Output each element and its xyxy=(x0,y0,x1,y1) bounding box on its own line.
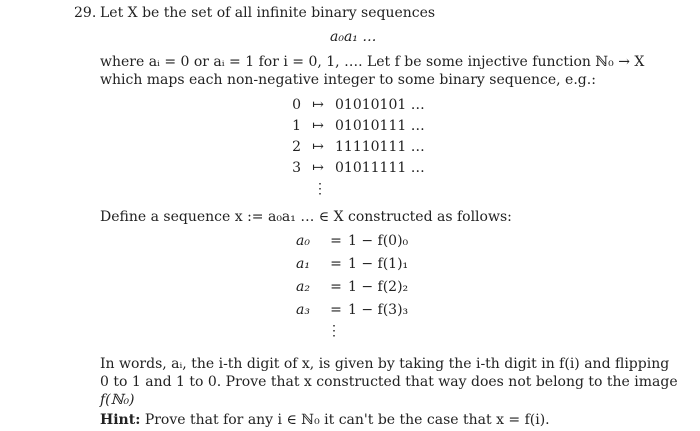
problem-number: 29. xyxy=(74,5,97,21)
mapping-sequence: 01010111 … xyxy=(335,118,425,134)
definition-rhs: 1 − f(2)₂ xyxy=(348,279,409,295)
mapping-row xyxy=(287,137,425,157)
definition-row xyxy=(296,253,408,275)
maps-to-icon: ↦ xyxy=(312,118,324,134)
equals-sign: = xyxy=(330,233,342,249)
define-line: Define a sequence x := a₀a₁ … ∈ X constructed as follows: xyxy=(100,209,512,225)
mapping-sequence: 01010101 … xyxy=(335,97,425,113)
definition-row xyxy=(296,299,408,321)
mapping-index: 1 xyxy=(292,118,301,134)
mapping-row xyxy=(287,158,425,178)
definition-lhs: a₃ xyxy=(296,302,310,318)
mapping-sequence: 01011111 … xyxy=(335,160,425,176)
mapping-vdots: ⋮ xyxy=(313,181,327,197)
where-line-1: where aᵢ = 0 or aᵢ = 1 for i = 0, 1, …. Let f be some injective function ℕ₀ → X xyxy=(100,54,645,70)
equals-sign: = xyxy=(330,256,342,272)
words-line-3: f(ℕ₀) xyxy=(100,392,135,408)
definition-rhs: 1 − f(1)₁ xyxy=(348,256,409,272)
sequence-display: a₀a₁ … xyxy=(330,29,377,45)
mapping-row xyxy=(287,116,425,136)
maps-to-icon: ↦ xyxy=(312,97,324,113)
words-line-1: In words, aᵢ, the i-th digit of x, is given by taking the i-th digit in f(i) and flipping xyxy=(100,356,670,372)
equals-sign: = xyxy=(330,279,342,295)
definition-lhs: a₀ xyxy=(296,233,310,249)
where-line-2: which maps each non-negative integer to some binary sequence, e.g.: xyxy=(100,72,596,88)
hint-text: Prove that for any i ∈ ℕ₀ it can't be the case that x = f(i). xyxy=(144,412,550,428)
hint-label: Hint: xyxy=(100,412,141,428)
definition-lhs: a₁ xyxy=(296,256,310,272)
equals-sign: = xyxy=(330,302,342,318)
problem-intro: Let X be the set of all infinite binary sequences xyxy=(100,5,436,21)
definition-row xyxy=(296,230,408,252)
mapping-index: 3 xyxy=(292,160,301,176)
mapping-index: 0 xyxy=(292,97,301,113)
mapping-sequence: 11110111 … xyxy=(335,139,425,155)
words-line-2: 0 to 1 and 1 to 0. Prove that x constructed that way does not belong to the image xyxy=(100,374,678,390)
mapping-row xyxy=(287,95,425,115)
maps-to-icon: ↦ xyxy=(312,139,324,155)
definitions-vdots: ⋮ xyxy=(327,323,341,339)
definition-rhs: 1 − f(3)₃ xyxy=(348,302,409,318)
maps-to-icon: ↦ xyxy=(312,160,324,176)
definition-lhs: a₂ xyxy=(296,279,310,295)
definition-row xyxy=(296,276,408,298)
definition-rhs: 1 − f(0)₀ xyxy=(348,233,409,249)
mapping-index: 2 xyxy=(292,139,301,155)
hint xyxy=(100,411,550,429)
